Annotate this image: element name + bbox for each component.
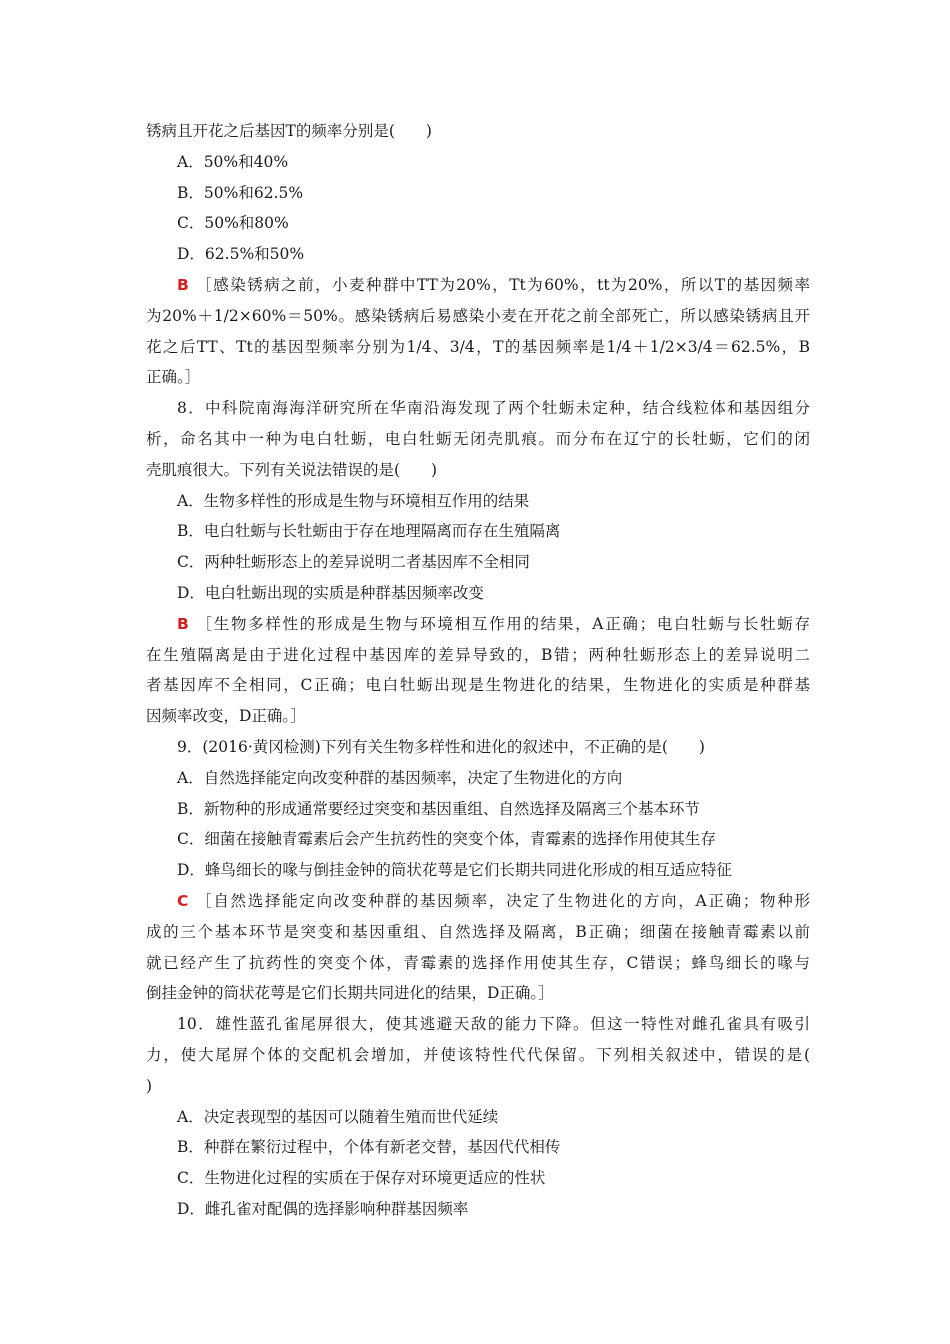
q10-stem-line-2: 力，使大尾屏个体的交配机会增加，并使该特性代代保留。下列相关叙述中，错误的是(	[146, 1045, 810, 1064]
q9-option-a: A．自然选择能定向改变种群的基因频率，决定了生物进化的方向	[177, 768, 623, 787]
q7-explanation-line-2: 为20%＋1/2×60%＝50%。感染锈病后易感染小麦在开花之前全部死亡，所以感染锈病且开	[146, 306, 810, 325]
q9-option-b: B．新物种的形成通常要经过突变和基因重组、自然选择及隔离三个基本环节	[177, 799, 700, 818]
q7-option-b: B．50%和62.5%	[177, 183, 304, 202]
q7-explanation-text-1: ［感染锈病之前，小麦种群中TT为20%，Tt为60%，tt为20%，所以T的基因频率	[194, 275, 810, 294]
q9-explanation-line-2: 成的三个基本环节是突变和基因重组、自然选择及隔离，B正确；细菌在接触青霉素以前	[146, 922, 810, 941]
q10-option-c: C．生物进化过程的实质在于保存对环境更适应的性状	[177, 1169, 546, 1188]
q8-stem-line-1: 8．中科院南海海洋研究所在华南沿海发现了两个牡蛎未定种，结合线粒体和基因组分	[177, 399, 810, 418]
q8-stem-line-2: 析，命名其中一种为电白牡蛎，电白牡蛎无闭壳肌痕。而分布在辽宁的长牡蛎，它们的闭	[146, 429, 810, 448]
q7-explanation-line-1	[146, 270, 810, 301]
q9-option-d: D．蜂鸟细长的喙与倒挂金钟的筒状花萼是它们长期共同进化形成的相互适应特征	[177, 861, 732, 880]
q9-stem-line-1: 9．(2016·黄冈检测)下列有关生物多样性和进化的叙述中，不正确的是( )	[177, 737, 705, 756]
q9-answer-letter: C	[177, 891, 189, 910]
q8-option-c: C．两种牡蛎形态上的差异说明二者基因库不全相同	[177, 553, 530, 572]
q10-option-a: A．决定表现型的基因可以随着生殖而世代延续	[177, 1107, 499, 1126]
q9-explanation-line-3: 就已经产生了抗药性的突变个体，青霉素的选择作用使其生存，C错误；蜂鸟细长的喙与	[146, 953, 810, 972]
q7-explanation-line-3: 花之后TT、Tt的基因型频率分别为1/4、3/4，T的基因频率是1/4＋1/2×3/4＝62.5%，B	[146, 337, 810, 356]
q10-stem-line-1: 10．雄性蓝孔雀尾屏很大，使其逃避天敌的能力下降。但这一特性对雌孔雀具有吸引	[177, 1015, 810, 1034]
q8-explanation-line-3: 者基因库不全相同，C正确；电白牡蛎出现是生物进化的结果，生物进化的实质是种群基	[146, 676, 810, 695]
q8-explanation-line-2: 在生殖隔离是由于进化过程中基因库的差异导致的，B错；两种牡蛎形态上的差异说明二	[146, 645, 810, 664]
q10-option-d: D．雌孔雀对配偶的选择影响种群基因频率	[177, 1199, 469, 1218]
q8-explanation-line-4: 因频率改变，D正确。］	[146, 707, 306, 726]
q9-explanation-text-1: ［自然选择能定向改变种群的基因频率，决定了生物进化的方向，A正确；物种形	[194, 891, 810, 910]
q7-option-a: A．50%和40%	[177, 152, 289, 171]
q10-option-b: B．种群在繁衍过程中，个体有新老交替，基因代代相传	[177, 1138, 561, 1157]
q7-stem-tail: 锈病且开花之后基因T的频率分别是( )	[146, 122, 432, 140]
document-page	[146, 116, 810, 1225]
q10-stem-line-3: )	[146, 1076, 153, 1095]
q7-option-c: C．50%和80%	[177, 214, 289, 233]
q7-explanation-line-4: 正确。］	[146, 368, 201, 387]
q8-option-b: B．电白牡蛎与长牡蛎由于存在地理隔离而存在生殖隔离	[177, 522, 561, 541]
q8-stem-line-3: 壳肌痕很大。下列有关说法错误的是( )	[146, 460, 438, 479]
q9-option-c: C．细菌在接触青霉素后会产生抗药性的突变个体，青霉素的选择作用使其生存	[177, 830, 716, 849]
q7-answer-letter: B	[177, 275, 189, 294]
q9-explanation-line-1	[146, 886, 810, 917]
q8-option-a: A．生物多样性的形成是生物与环境相互作用的结果	[177, 491, 530, 510]
q7-option-d: D．62.5%和50%	[177, 245, 305, 264]
q9-explanation-line-4: 倒挂金钟的筒状花萼是它们长期共同进化的结果，D正确。］	[146, 984, 554, 1003]
q8-option-d: D．电白牡蛎出现的实质是种群基因频率改变	[177, 583, 484, 602]
q8-explanation-line-1	[146, 609, 810, 640]
q8-answer-letter: B	[177, 614, 189, 633]
q8-explanation-text-1: ［生物多样性的形成是生物与环境相互作用的结果，A正确；电白牡蛎与长牡蛎存	[194, 614, 810, 633]
